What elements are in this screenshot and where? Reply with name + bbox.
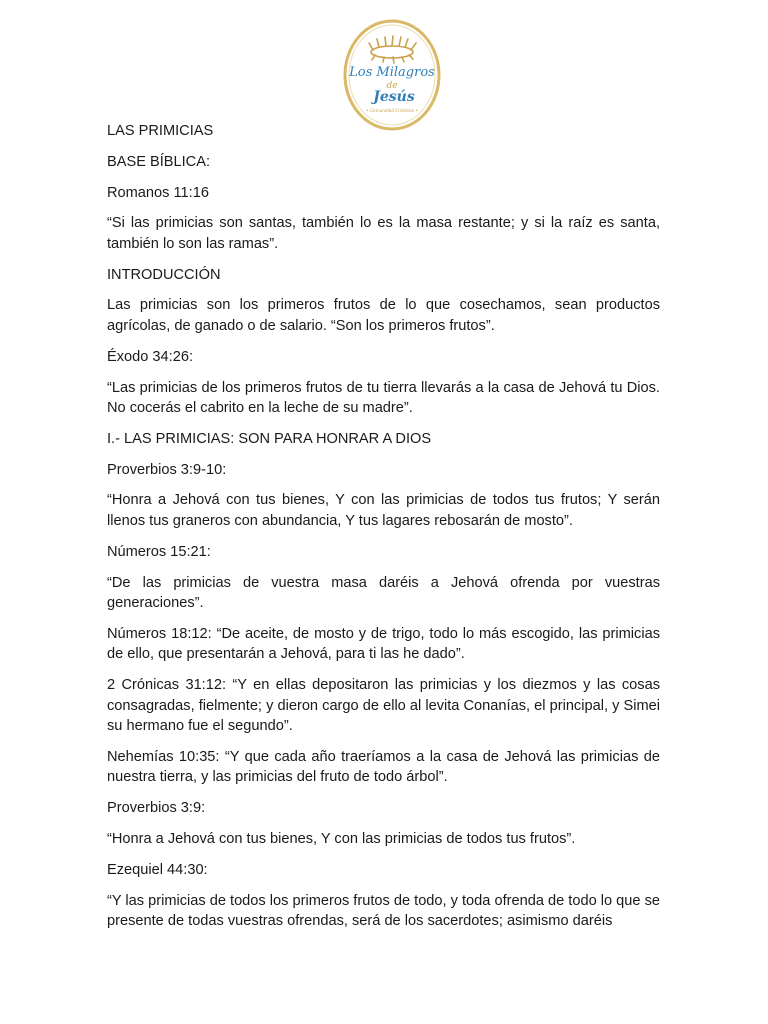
document-paragraph: Romanos 11:16 xyxy=(107,184,209,201)
document-paragraph: “Si las primicias son santas, también lo es la masa restante; y si la raíz es santa, también lo son las ramas”. xyxy=(107,215,660,252)
document-paragraph: “De las primicias de vuestra masa daréis a Jehová ofrenda por vuestras generaciones”. xyxy=(107,574,660,612)
logo-line-3: Jesús xyxy=(373,89,415,105)
document-paragraph: Éxodo 34:26: xyxy=(107,348,194,365)
document-paragraph: Proverbios 3:9: xyxy=(107,800,206,817)
document-paragraph: “Y las primicias de todos los primeros frutos de todo, y toda ofrenda de todo lo que se presente de todas vuestras ofrendas, será de los sacerdotes; asimismo daréis xyxy=(107,892,660,930)
document-paragraph: Números 18:12: “De aceite, de mosto y de trigo, todo lo más escogido, las primicias de ello, que presentarán a Jehová, para ti las he dado”. xyxy=(107,625,660,663)
document-body xyxy=(107,121,660,942)
document-paragraph: Números 15:21: xyxy=(107,543,211,560)
document-paragraph: “Honra a Jehová con tus bienes, Y con las primicias de todos tus frutos; Y serán llenos tus graneros con abundancia, Y tus lagares rebosarán de mosto”. xyxy=(107,492,660,529)
document-paragraph: INTRODUCCIÓN xyxy=(107,266,221,283)
document-paragraph: “Las primicias de los primeros frutos de tu tierra llevarás a la casa de Jehová tu Dios. No cocerás el cabrito en la leche de su madre”. xyxy=(107,379,660,417)
document-paragraph: “Honra a Jehová con tus bienes, Y con las primicias de todos tus frutos”. xyxy=(107,831,576,848)
logo-tagline: • Comunidad Cristiana • xyxy=(366,108,418,113)
document-paragraph: Nehemías 10:35: “Y que cada año traeríamos a la casa de Jehová las primicias de nuestra tierra, y las primicias del fruto de todo árbol”. xyxy=(107,748,660,786)
document-paragraph: Las primicias son los primeros frutos de lo que cosechamos, sean productos agrícolas, de ganado o de salario. “Son los primeros frutos”. xyxy=(107,297,660,334)
document-paragraph: Ezequiel 44:30: xyxy=(107,861,208,878)
document-paragraph: I.- LAS PRIMICIAS: SON PARA HONRAR A DIOS xyxy=(107,430,432,447)
logo-line-2: de xyxy=(386,81,398,91)
church-logo xyxy=(342,19,442,131)
document-paragraph: 2 Crónicas 31:12: “Y en ellas depositaron las primicias y los diezmos y las cosas consagradas, fielmente; y dieron cargo de ello al levita Conanías, el principal, y Simei su hermano fue el segundo”. xyxy=(107,677,660,735)
logo-line-1: Los Milagros xyxy=(349,65,435,80)
document-paragraph: Proverbios 3:9-10: xyxy=(107,461,227,478)
document-paragraph: LAS PRIMICIAS xyxy=(107,123,214,139)
document-paragraph: BASE BÍBLICA: xyxy=(107,153,211,170)
